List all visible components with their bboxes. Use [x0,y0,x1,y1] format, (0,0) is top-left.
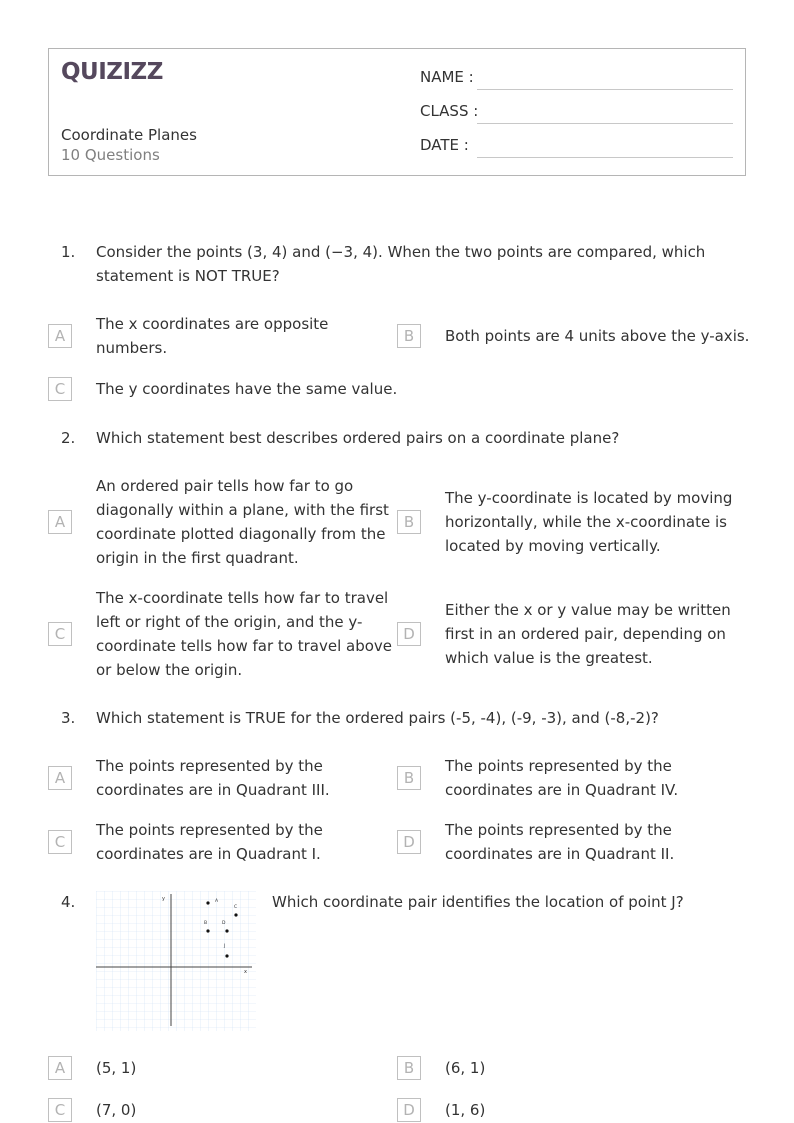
option-letter-box: B [397,324,421,348]
option-text-line: (7, 0) [96,1101,137,1119]
point-j [225,954,228,957]
question-text-line: Which statement is TRUE for the ordered pairs (-5, -4), (-9, -3), and (-8,-2)? [96,709,659,727]
option-letter-box: A [48,510,72,534]
question-number: 2. [61,429,76,447]
option-letter-box: B [397,766,421,790]
option-text-line: left or right of the origin, and the y- [96,613,363,631]
option-text-line: The y coordinates have the same value. [96,380,398,398]
class-line [477,123,733,124]
option-text-line: The points represented by the [96,821,323,839]
point-label: B [204,921,208,926]
option-text-line: The points represented by the [445,821,672,839]
date-label: DATE : [420,136,469,154]
option-text-line: (5, 1) [96,1059,137,1077]
question-count: 10 Questions [61,146,160,164]
point-c [234,913,237,916]
option-letter-box: D [397,830,421,854]
option-text-line: coordinates are in Quadrant II. [445,845,675,863]
option-text-line: Both points are 4 units above the y-axis. [445,327,750,345]
option-text-line: diagonally within a plane, with the first [96,501,389,519]
option-text-line: (6, 1) [445,1059,486,1077]
point-a [206,901,209,904]
question-text-line: Consider the points (3, 4) and (−3, 4). When the two points are compared, which [96,243,706,261]
option-text-line: horizontally, while the x-coordinate is [445,513,727,531]
worksheet-title: Coordinate Planes [61,126,197,144]
option-letter-box: B [397,510,421,534]
option-text-line: coordinate tells how far to travel above [96,637,393,655]
option-text-line: (1, 6) [445,1101,486,1119]
name-label: NAME : [420,68,474,86]
option-letter-box: B [397,1056,421,1080]
point-label: C [234,905,238,910]
point-d [225,929,228,932]
option-text-line: The x coordinates are opposite [96,315,329,333]
option-letter-box: C [48,830,72,854]
grid-background [96,891,256,1031]
option-text-line: Either the x or y value may be written [445,601,731,619]
option-text-line: coordinate plotted diagonally from the [96,525,386,543]
option-letter-box: A [48,1056,72,1080]
point-label: A [215,899,219,904]
question-number: 1. [61,243,76,261]
question-text-line: statement is NOT TRUE? [96,267,280,285]
option-text-line: coordinates are in Quadrant I. [96,845,321,863]
option-letter-box: C [48,1098,72,1122]
question-text-line: Which statement best describes ordered pairs on a coordinate plane? [96,429,620,447]
x-axis-label: x [244,969,247,975]
option-text-line: numbers. [96,339,168,357]
question-number: 4. [61,893,76,911]
option-text-line: The points represented by the [96,757,323,775]
option-text-line: The x-coordinate tells how far to travel [96,589,389,607]
option-letter-box: C [48,622,72,646]
question-text-line: Which coordinate pair identifies the location of point J? [272,893,684,911]
worksheet-header [48,48,746,176]
option-text-line: coordinates are in Quadrant IV. [445,781,679,799]
option-letter-box: D [397,622,421,646]
option-text-line: origin in the first quadrant. [96,549,299,567]
option-letter-box: A [48,766,72,790]
option-letter-box: A [48,324,72,348]
option-text-line: An ordered pair tells how far to go [96,477,354,495]
date-line [477,157,733,158]
option-letter-box: C [48,377,72,401]
point-label: J [224,944,226,949]
point-b [206,929,209,932]
option-text-line: first in an ordered pair, depending on [445,625,726,643]
point-label: D [222,921,226,926]
option-text-line: or below the origin. [96,661,243,679]
name-line [477,89,733,90]
option-letter-box: D [397,1098,421,1122]
question-number: 3. [61,709,76,727]
option-text-line: which value is the greatest. [445,649,653,667]
class-label: CLASS : [420,102,479,120]
option-text-line: located by moving vertically. [445,537,661,555]
option-text-line: coordinates are in Quadrant III. [96,781,330,799]
quizizz-logo: QUIZIZZ [61,59,163,85]
option-text-line: The y-coordinate is located by moving [445,489,733,507]
y-axis-label: y [162,896,165,902]
option-text-line: The points represented by the [445,757,672,775]
coordinate-grid-figure [96,891,256,1031]
